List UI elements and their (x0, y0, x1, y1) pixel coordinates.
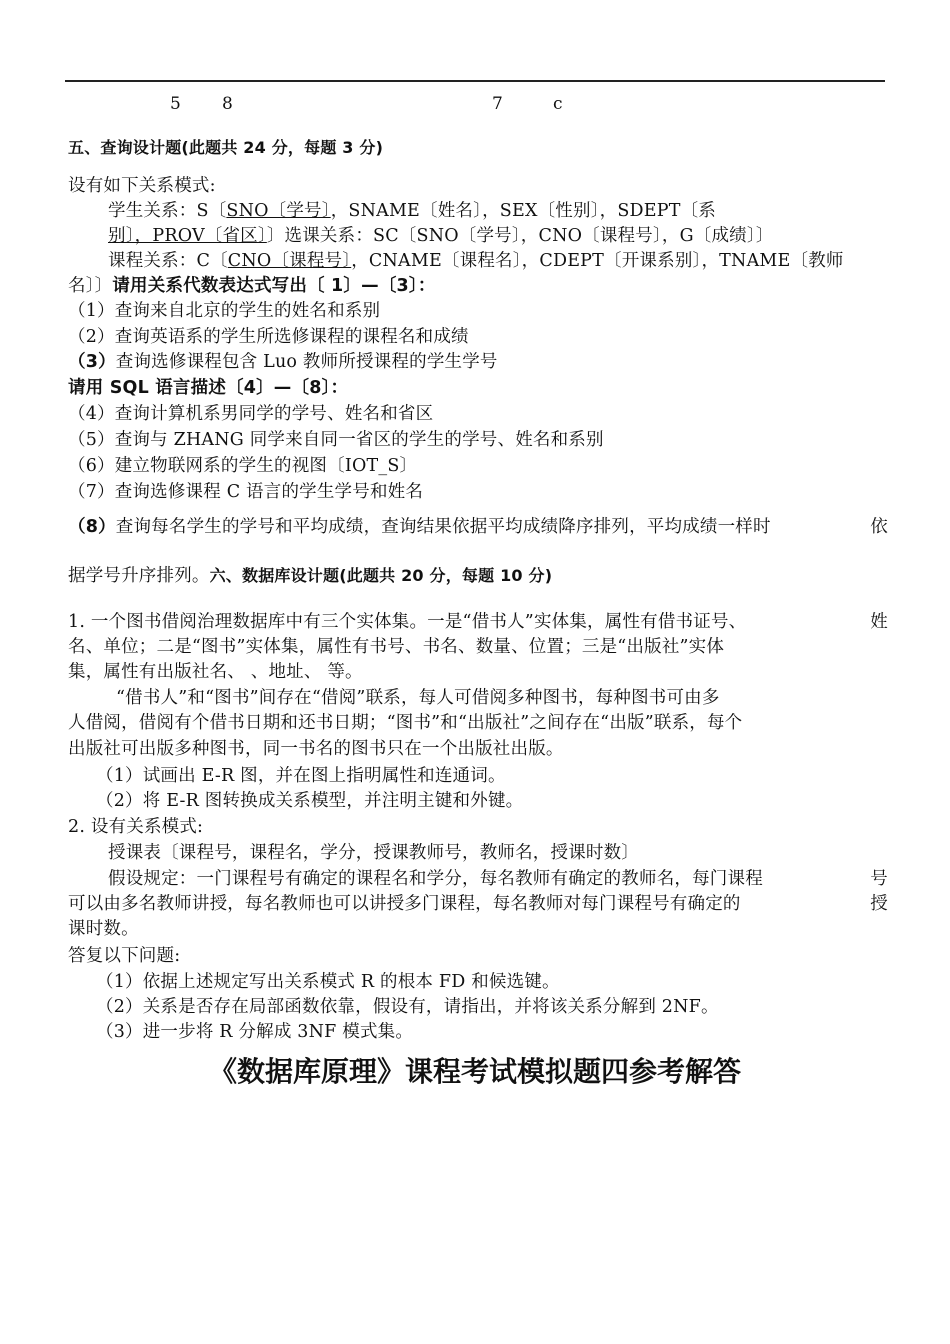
course-key: CNO〔课程号〕 (227, 251, 352, 271)
sql-heading: 请用 SQL 语言描述〔4〕—〔8〕： (68, 378, 349, 398)
p2-line1: 2. 设有关系模式: (68, 817, 204, 837)
question-8-tail: 据学号升序排列。六、数据库设计题(此题共 20 分，每题 10 分) (68, 566, 553, 586)
p1-line5: 人借阅，借阅有个借书日期和还书日期；“图书”和“出版社”之间存在“出版”联系，每个 (68, 713, 743, 733)
p2-line6: 答复以下问题: (68, 946, 181, 966)
fragment-7: 7 (492, 94, 503, 114)
p2-question-1: （1）依据上述规定写出关系模式 R 的根本 FD 和候选键。 (96, 972, 560, 992)
p1-line2: 名、单位；二是“图书”实体集，属性有书号、书名、数量、位置；三是“出版社”实体 (68, 637, 725, 657)
p2-question-2: （2）关系是否存在局部函数依靠，假设有，请指出，并将该关系分解到 2NF。 (96, 997, 719, 1017)
student-key: SNO〔学号〕 (226, 201, 331, 221)
sc-schema: 别〕，PROV〔省区〕〕选课关系：SC〔SNO〔学号〕，CNO〔课程号〕，G〔成绩〕〕 (108, 226, 774, 246)
section6-heading: 六、数据库设计题(此题共 20 分，每题 10 分) (209, 566, 553, 585)
course-schema: 课程关系：C〔CNO〔课程号〕，CNAME〔课程名〕，CDEPT〔开课系别〕，TNAME〔教师 (108, 251, 844, 271)
p2-question-3: （3）进一步将 R 分解成 3NF 模式集。 (96, 1022, 414, 1042)
answer-title: 《数据库原理》课程考试模拟题四参考解答 (208, 1055, 741, 1088)
section5-heading: 五、查询设计题(此题共 24 分，每题 3 分) (68, 138, 384, 157)
p1-question-2: （2）将 E-R 图转换成关系模型，并注明主键和外键。 (96, 791, 524, 811)
student-schema: 学生关系：S〔SNO〔学号〕，SNAME〔姓名〕，SEX〔性别〕，SDEPT〔系 (108, 201, 716, 221)
p2-line4: 可以由多名教师讲授，每名教师也可以讲授多门课程，每名教师对每门课程号有确定的 授 (68, 894, 888, 914)
p2-line2: 授课表〔课程号，课程名，学分，授课教师号，教师名，授课时数〕 (108, 843, 639, 863)
p2-line5: 课时数。 (68, 919, 139, 939)
question-3: （3）查询选修课程包含 Luo 教师所授课程的学生学号 (68, 352, 498, 372)
question-1: （1）查询来自北京的学生的姓名和系别 (68, 301, 381, 321)
p1-line3: 集，属性有出版社名、 、地址、 等。 (68, 662, 363, 682)
fragment-5: 5 (170, 94, 181, 114)
p1-line6: 出版社可出版多种图书，同一书名的图书只在一个出版社出版。 (68, 739, 564, 759)
p2-line3: 假设规定：一门课程号有确定的课程名和学分，每名教师有确定的教师名，每门课程 号 (108, 869, 888, 889)
schema-intro: 设有如下关系模式: (68, 176, 216, 196)
top-rule (65, 80, 885, 82)
question-7: （7）查询选修课程 C 语言的学生学号和姓名 (68, 482, 424, 502)
question-6: （6）建立物联网系的学生的视图〔IOT_S〕 (68, 456, 418, 476)
question-5: （5）查询与 ZHANG 同学来自同一省区的学生的学号、姓名和系别 (68, 430, 604, 450)
p1-question-1: （1）试画出 E-R 图，并在图上指明属性和连通词。 (96, 766, 506, 786)
fragment-8: 8 (222, 94, 233, 114)
fragment-c: c (553, 94, 563, 114)
algebra-instruction: 名〕〕请用关系代数表达式写出〔 1〕—〔3〕： (68, 276, 436, 296)
question-8: （8）查询每名学生的学号和平均成绩，查询结果依据平均成绩降序排列，平均成绩一样时 依 (68, 517, 888, 537)
p1-line4: “借书人”和“图书”间存在“借阅”联系，每人可借阅多种图书，每种图书可由多 (116, 688, 720, 708)
question-4: （4）查询计算机系男同学的学号、姓名和省区 (68, 404, 434, 424)
p1-line1: 1. 一个图书借阅治理数据库中有三个实体集。一是“借书人”实体集，属性有借书证号、 姓 (68, 612, 888, 632)
question-2: （2）查询英语系的学生所选修课程的课程名和成绩 (68, 327, 469, 347)
